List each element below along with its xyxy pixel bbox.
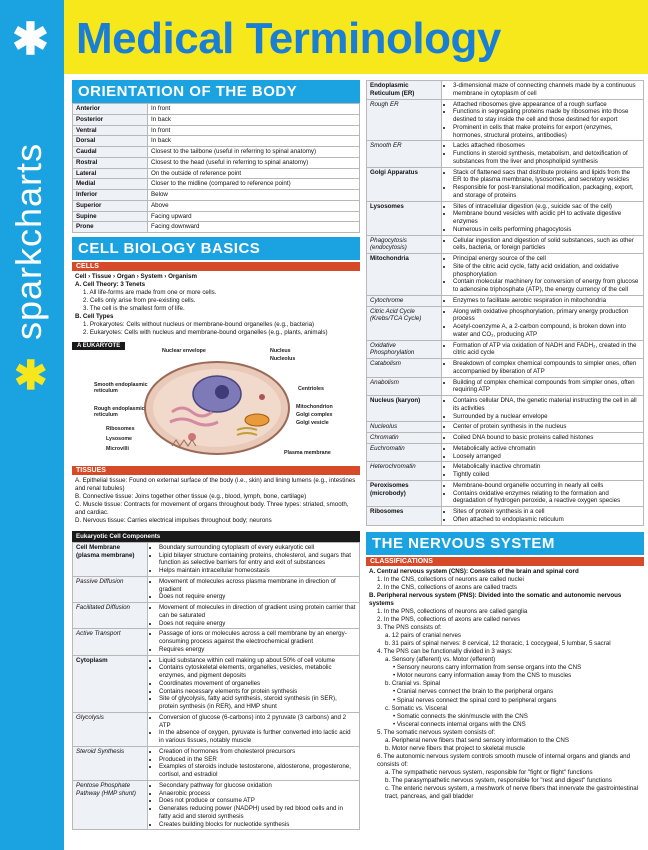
term-cell: Anabolism	[367, 377, 442, 396]
table-row	[367, 141, 644, 167]
description-cell	[148, 603, 360, 629]
term-cell: Euchromatin	[367, 443, 442, 462]
table-row	[367, 359, 644, 378]
table-row	[367, 507, 644, 526]
table-row	[73, 157, 360, 168]
term-cell: Dorsal	[73, 136, 148, 147]
term-cell: Oxidative Phosphorylation	[367, 340, 442, 359]
diagram-label: Golgi vesicle	[296, 419, 329, 426]
description-cell	[442, 377, 644, 396]
subsection-title: TISSUES	[72, 466, 360, 475]
table-row	[73, 629, 360, 655]
page-header	[64, 0, 648, 74]
list-item: • Lipid bilayer structure containing proteins, cholesterol, and sugars that function as selective barriers for entry and exit of substances	[159, 552, 356, 568]
description-cell	[442, 462, 644, 481]
list-item: • Acetyl-coenzyme A, a 2-carbon compound, is broken down into water and CO₂, producing ATP	[453, 323, 640, 339]
list-item: • Formation of ATP via oxidation of NADH and FADH₂, created in the citric acid cycle	[453, 342, 640, 358]
diagram-label: Rough endoplasmic reticulum	[94, 405, 145, 418]
list-item: a. The sympathetic nervous system, responsible for "fight or flight" functions	[385, 769, 593, 777]
term-cell: Catabolism	[367, 359, 442, 378]
table-row	[367, 377, 644, 396]
page-body	[64, 74, 648, 850]
table-row	[73, 190, 360, 201]
term-cell: Rough ER	[367, 99, 442, 141]
table-row	[73, 104, 360, 115]
diagram-label: Smooth endoplasmic reticulum	[94, 381, 148, 394]
brand-logo: sparkcharts	[8, 142, 49, 340]
description-cell	[442, 254, 644, 296]
term-cell: Phagocytosis (endocytosis)	[367, 235, 442, 254]
term-cell: Nucleus (karyon)	[367, 396, 442, 422]
table-row	[367, 254, 644, 296]
table-row	[73, 655, 360, 712]
description-cell	[148, 655, 360, 712]
table-row	[73, 200, 360, 211]
cell-types-heading: B. Cell Types	[75, 313, 114, 321]
definition-cell: Facing downward	[148, 222, 360, 233]
list-item: • Loosely arranged	[453, 453, 640, 461]
list-item: • Building of complex chemical compounds from simpler ones, often requiring ATP	[453, 379, 640, 395]
description-cell	[148, 629, 360, 655]
diagram-title: A EUKARYOTE	[72, 342, 125, 350]
term-cell: Facilitated Diffusion	[73, 603, 148, 629]
diagram-label: Mitochondrion	[296, 403, 333, 410]
term-cell: Anterior	[73, 104, 148, 115]
table-row	[367, 462, 644, 481]
subsection-title: CLASSIFICATIONS	[366, 557, 644, 566]
list-item: • Does not require energy	[159, 593, 356, 601]
list-item: 2. In the CNS, collections of axons are called tracts	[377, 583, 517, 591]
term-cell: Ribosomes	[367, 507, 442, 526]
term-cell: Peroxisomes (microbody)	[367, 480, 442, 506]
list-item: 1. In the CNS, collections of neurons are called nuclei	[377, 575, 524, 583]
table-row	[367, 480, 644, 506]
table-row	[367, 81, 644, 100]
definition-cell: In back	[148, 114, 360, 125]
table-row	[73, 211, 360, 222]
list-item: • Functions in steroid synthesis, metabolism, and detoxification of substances from the liver and phospholipid synthesis	[453, 150, 640, 166]
term-cell: Pentose Phosphate Pathway (HMP shunt)	[73, 780, 148, 830]
definition-cell: In back	[148, 136, 360, 147]
table-row	[73, 147, 360, 158]
list-item: • Sites of protein synthesis in a cell	[453, 508, 640, 516]
list-item: • Passage of ions or molecules across a cell membrane by an energy-consuming process against the electrochemical gradient	[159, 630, 356, 646]
section-title: CELL BIOLOGY BASICS	[72, 237, 360, 260]
description-cell	[442, 480, 644, 506]
term-cell: Inferior	[73, 190, 148, 201]
table-row	[73, 746, 360, 780]
list-item: 3. The cell is the smallest form of life.	[83, 305, 185, 313]
list-item: • Along with oxidative phosphorylation, primary energy production process	[453, 308, 640, 324]
list-item: • Site of glycolysis, fatty acid synthesis, steroid synthesis (in SER), protein synthesis (in RER), and HMP shunt	[159, 695, 356, 711]
description-cell	[442, 433, 644, 444]
table-row	[367, 167, 644, 201]
list-item: • Metabolically inactive chromatin	[453, 463, 640, 471]
list-item: • Contains cytoskeletal elements, organelles, vesicles, metabolic enzymes, and pigment deposits	[159, 664, 356, 680]
components-table-title: Eukaryotic Cell Components	[72, 531, 360, 542]
list-item: • Movement of molecules in direction of gradient using protein carrier that can be saturated	[159, 604, 356, 620]
list-item: • Membrane-bound organelle occurring in nearly all cells	[453, 482, 640, 490]
description-cell	[442, 422, 644, 433]
definition-cell: On the outside of reference point	[148, 168, 360, 179]
term-cell: Cytochrome	[367, 295, 442, 306]
list-item: • Does not require energy	[159, 620, 356, 628]
eukaryote-diagram	[72, 342, 360, 464]
table-row	[73, 114, 360, 125]
table-row	[367, 340, 644, 359]
description-cell	[442, 507, 644, 526]
description-cell	[442, 340, 644, 359]
organelles-table	[366, 80, 644, 526]
list-item: 2. In the PNS, collections of axons are called nerves	[377, 615, 521, 623]
table-row	[367, 306, 644, 340]
definition-cell: Facing upward	[148, 211, 360, 222]
description-cell	[148, 542, 360, 576]
orientation-table	[72, 103, 360, 233]
term-cell: Nucleolus	[367, 422, 442, 433]
description-cell	[148, 576, 360, 602]
list-item: • Membrane bound vesicles with acidic pH to activate digestive enzymes	[453, 210, 640, 226]
list-item: • Sensory neurons carry information from sense organs into the CNS	[393, 664, 582, 672]
list-item: • Movement of molecules across plasma membrane in direction of gradient	[159, 578, 356, 594]
term-cell: Glycolysis	[73, 712, 148, 746]
section-title: THE NERVOUS SYSTEM	[366, 532, 644, 555]
list-item: • Contain molecular machinery for conversion of energy from glucose to adenosine triphosphate (ATP), the energy currency of the cell	[453, 278, 640, 294]
list-item: • Liquid substance within cell making up about 50% of cell volume	[159, 657, 356, 665]
list-item: • Metabolically active chromatin	[453, 445, 640, 453]
left-column	[72, 80, 360, 830]
list-item: • Generates reducing power (NADPH) used by red blood cells and in fatty acid and steroid synthesis	[159, 805, 356, 821]
list-item: • Motor neurons carry information away from the CNS to muscles	[393, 672, 572, 680]
table-row	[73, 222, 360, 233]
table-row	[73, 576, 360, 602]
description-cell	[148, 746, 360, 780]
list-item: A. Epithelial tissue: Found on external surface of the body (i.e., skin) and lining lumens (e.g., intestines and renal tubules)	[75, 476, 356, 492]
definition-cell: Below	[148, 190, 360, 201]
list-item: • 3-dimensional maze of connecting channels made by a continuous membrane in cytoplasm of cell	[453, 82, 640, 98]
list-item: • Stack of flattened sacs that distribute proteins and lipids from the ER to the plasma membrane, lysosomes, and secretory vesicles	[453, 169, 640, 185]
description-cell	[442, 359, 644, 378]
subsection-title: CELLS	[72, 262, 360, 271]
list-item: A. Central nervous system (CNS): Consists of the brain and spinal cord	[369, 567, 579, 575]
term-cell: Ventral	[73, 125, 148, 136]
table-row	[367, 295, 644, 306]
list-item: • Contains necessary elements for protein synthesis	[159, 688, 356, 696]
list-item: • Breakdown of complex chemical compounds to simpler ones, often accompanied by liberation of ATP	[453, 360, 640, 376]
description-cell	[442, 99, 644, 141]
list-item: b. 31 pairs of spinal nerves: 8 cervical, 12 thoracic, 1 coccygeal, 5 lumbar, 5 sacral	[385, 640, 611, 648]
list-item: • Cellular ingestion and digestion of solid substances, such as other cells, bacteria, or foreign particles	[453, 237, 640, 253]
list-item: • Enzymes to facilitate aerobic respiration in mitochondria	[453, 297, 640, 305]
list-item: • Examples of steroids include testosterone, aldosterone, progesterone, cortisol, and estradiol	[159, 763, 356, 779]
definition-cell: Closest to the tailbone (useful in referring to spinal anatomy)	[148, 147, 360, 158]
list-item: 3. The PNS consists of:	[377, 623, 442, 631]
list-item: 1. All life-forms are made from one or more cells.	[83, 289, 217, 297]
description-cell	[442, 295, 644, 306]
table-row	[73, 542, 360, 576]
description-cell	[442, 81, 644, 100]
list-item: a. 12 pairs of cranial nerves	[385, 632, 462, 639]
list-item: • Secondary pathway for glucose oxidation	[159, 782, 356, 790]
term-cell: Heterochromatin	[367, 462, 442, 481]
term-cell: Mitochondria	[367, 254, 442, 296]
list-item: • Creation of hormones from cholesterol precursors	[159, 748, 356, 756]
term-cell: Rostral	[73, 157, 148, 168]
definition-cell: Closer to the midline (compared to reference point)	[148, 179, 360, 190]
table-row	[73, 780, 360, 830]
list-item: • Attached ribosomes give appearance of a rough surface	[453, 101, 640, 109]
table-row	[73, 603, 360, 629]
list-item: 1. Prokaryotes: Cells without nucleus or membrane-bound organelles (e.g., bacteria)	[83, 321, 315, 329]
definition-cell: In front	[148, 125, 360, 136]
diagram-label: Nuclear envelope	[162, 347, 206, 354]
sidebar-band	[0, 0, 64, 850]
table-row	[367, 201, 644, 235]
table-row	[367, 99, 644, 141]
list-item: 2. Eukaryotes: Cells with nucleus and membrane-bound organelles (e.g., plants, animals)	[83, 329, 328, 337]
section-title: ORIENTATION OF THE BODY	[72, 80, 360, 103]
description-cell	[442, 235, 644, 254]
term-cell: Endoplasmic Reticulum (ER)	[367, 81, 442, 100]
term-cell: Lysosomes	[367, 201, 442, 235]
list-item: • Helps maintain intracellular homeostasis	[159, 567, 356, 575]
description-cell	[442, 306, 644, 340]
diagram-label: Centrioles	[298, 385, 324, 392]
description-cell	[148, 712, 360, 746]
term-cell: Posterior	[73, 114, 148, 125]
term-cell: Steroid Synthesis	[73, 746, 148, 780]
term-cell: Smooth ER	[367, 141, 442, 167]
table-row	[367, 443, 644, 462]
asterisk-icon: ✱	[12, 15, 49, 64]
table-row	[73, 136, 360, 147]
list-item: • Cranial nerves connect the brain to the peripheral organs	[393, 688, 554, 696]
table-row	[367, 396, 644, 422]
list-item: D. Nervous tissue: Carries electrical impulses throughout body; neurons	[75, 516, 272, 524]
term-cell: Prone	[73, 222, 148, 233]
list-item: • Conversion of glucose (6-carbons) into 2 pyruvate (3 carbons) and 2 ATP	[159, 714, 356, 730]
list-item: c. The enteric nervous system, a meshwork of nerve fibers that innervate the gastrointestinal tract, pancreas, and gall bladder	[385, 785, 639, 801]
nervous-text	[366, 566, 644, 804]
description-cell	[442, 167, 644, 201]
list-item: 1. In the PNS, collections of neurons are called ganglia	[377, 607, 528, 615]
list-item: • Sites of intracellular digestion (e.g., suicide sac of the cell)	[453, 203, 640, 211]
list-item: • Boundary surrounding cytoplasm of every eukaryotic cell	[159, 544, 356, 552]
diagram-label: Microvilli	[106, 445, 129, 452]
table-row	[367, 235, 644, 254]
table-row	[73, 168, 360, 179]
table-row	[367, 433, 644, 444]
list-item: a. Peripheral nerve fibers that send sensory information to the CNS	[385, 736, 569, 744]
cell-hierarchy: Cell › Tissue › Organ › System › Organism	[75, 273, 197, 280]
term-cell: Citric Acid Cycle (Krebs/TCA Cycle)	[367, 306, 442, 340]
list-item: • Lacks attached ribosomes	[453, 142, 640, 150]
table-row	[73, 179, 360, 190]
list-item: • Surrounded by a nuclear envelope	[453, 413, 640, 421]
term-cell: Medial	[73, 179, 148, 190]
list-item: • Tightly coiled	[453, 471, 640, 479]
list-item: B. Peripheral nervous system (PNS): Divided into the somatic and autonomic nervous systems	[369, 591, 622, 607]
description-cell	[442, 201, 644, 235]
list-item: • Site of the citric acid cycle, fatty acid oxidation, and oxidative phosphorylation	[453, 263, 640, 279]
list-item: • Requires energy	[159, 646, 356, 654]
list-item: • Produced in the SER	[159, 756, 356, 764]
description-cell	[442, 443, 644, 462]
list-item: • Often attached to endoplasmic reticulum	[453, 516, 640, 524]
term-cell: Superior	[73, 200, 148, 211]
list-item: b. Cranial vs. Spinal	[385, 680, 441, 688]
list-item: C. Muscle tissue: Contracts for movement of organs throughout body. Three types: striated, smooth, and cardiac.	[75, 500, 349, 516]
list-item: • Anaerobic process	[159, 790, 356, 798]
definition-cell: Closest to the head (useful in referring to spinal anatomy)	[148, 157, 360, 168]
list-item: • Visceral connects internal organs with the CNS	[393, 720, 526, 728]
list-item: a. Sensory (afferent) vs. Motor (efferent)	[385, 656, 496, 664]
list-item: • Numerous in cells performing phagocytosis	[453, 226, 640, 234]
diagram-label: Golgi complex	[296, 411, 333, 418]
definition-cell: Above	[148, 200, 360, 211]
term-cell: Chromatin	[367, 433, 442, 444]
term-cell: Golgi Apparatus	[367, 167, 442, 201]
cell-theory-heading: A. Cell Theory: 3 Tenets	[75, 281, 146, 289]
table-row	[73, 125, 360, 136]
diagram-label: Nucleus	[270, 347, 291, 354]
definition-cell: In front	[148, 104, 360, 115]
list-item: • Contains cellular DNA, the genetic material instructing the cell in all its activities	[453, 397, 640, 413]
page-title: Medical Terminology	[76, 14, 501, 63]
term-cell: Passive Diffusion	[73, 576, 148, 602]
term-cell: Cell Membrane (plasma membrane)	[73, 542, 148, 576]
tissues-text	[72, 475, 360, 527]
right-column	[366, 80, 644, 803]
list-item: • Creates building blocks for nucleotide synthesis	[159, 821, 356, 829]
list-item: 2. Cells only arise from pre-existing cells.	[83, 297, 196, 305]
diagram-label: Nucleolus	[270, 355, 296, 362]
list-item: • Does not produce or consume ATP	[159, 797, 356, 805]
asterisk-icon: ✱	[14, 354, 48, 398]
list-item: • In the absence of oxygen, pyruvate is further converted into lactic acid in various tissues, notably muscle	[159, 729, 356, 745]
table-row	[73, 712, 360, 746]
term-cell: Lateral	[73, 168, 148, 179]
list-item: 6. The autonomic nervous system controls smooth muscle of internal organs and glands and consists of:	[377, 752, 631, 768]
list-item: • Prominent in cells that make proteins for export (enzymes, hormones, structural proteins, antibodies)	[453, 124, 640, 140]
components-table	[72, 542, 360, 831]
list-item: • Coiled DNA bound to basic proteins called histones	[453, 434, 640, 442]
diagram-label: Ribosomes	[106, 425, 135, 432]
table-row	[367, 422, 644, 433]
term-cell: Caudal	[73, 147, 148, 158]
description-cell	[442, 396, 644, 422]
diagram-label: Plasma membrane	[284, 449, 331, 456]
list-item: • Functions in segregating proteins made by ribosomes into those destined to stay inside the cell and those destined for export	[453, 108, 640, 124]
cells-text	[72, 271, 360, 340]
list-item: 4. The PNS can be functionally divided in 3 ways:	[377, 648, 513, 656]
list-item: • Center of protein synthesis in the nucleus	[453, 423, 640, 431]
list-item: 5. The somatic nervous system consists of:	[377, 728, 496, 736]
list-item: • Contains oxidative enzymes relating to the formation and degradation of hydrogen peroxide, a reactive oxygen species	[453, 490, 640, 506]
description-cell	[442, 141, 644, 167]
term-cell: Active Transport	[73, 629, 148, 655]
term-cell: Cytoplasm	[73, 655, 148, 712]
list-item: b. The parasympathetic nervous system, responsible for "rest and digest" functions	[385, 777, 612, 785]
diagram-label: Lysosome	[106, 435, 133, 442]
list-item: • Spinal nerves connect the spinal cord to peripheral organs	[393, 696, 557, 704]
list-item: • Somatic connects the skin/muscle with the CNS	[393, 712, 528, 720]
description-cell	[148, 780, 360, 830]
list-item: B. Connective tissue: Joins together other tissue (e.g., blood, lymph, bone, cartilage)	[75, 492, 307, 500]
list-item: • Principal energy source of the cell	[453, 255, 640, 263]
list-item: c. Somatic vs. Visceral	[385, 704, 448, 712]
list-item: • Responsible for post-translational modification, packaging, export, and storage of proteins	[453, 184, 640, 200]
term-cell: Supine	[73, 211, 148, 222]
list-item: • Coordinates movement of organelles	[159, 680, 356, 688]
list-item: b. Motor nerve fibers that project to skeletal muscle	[385, 744, 525, 752]
